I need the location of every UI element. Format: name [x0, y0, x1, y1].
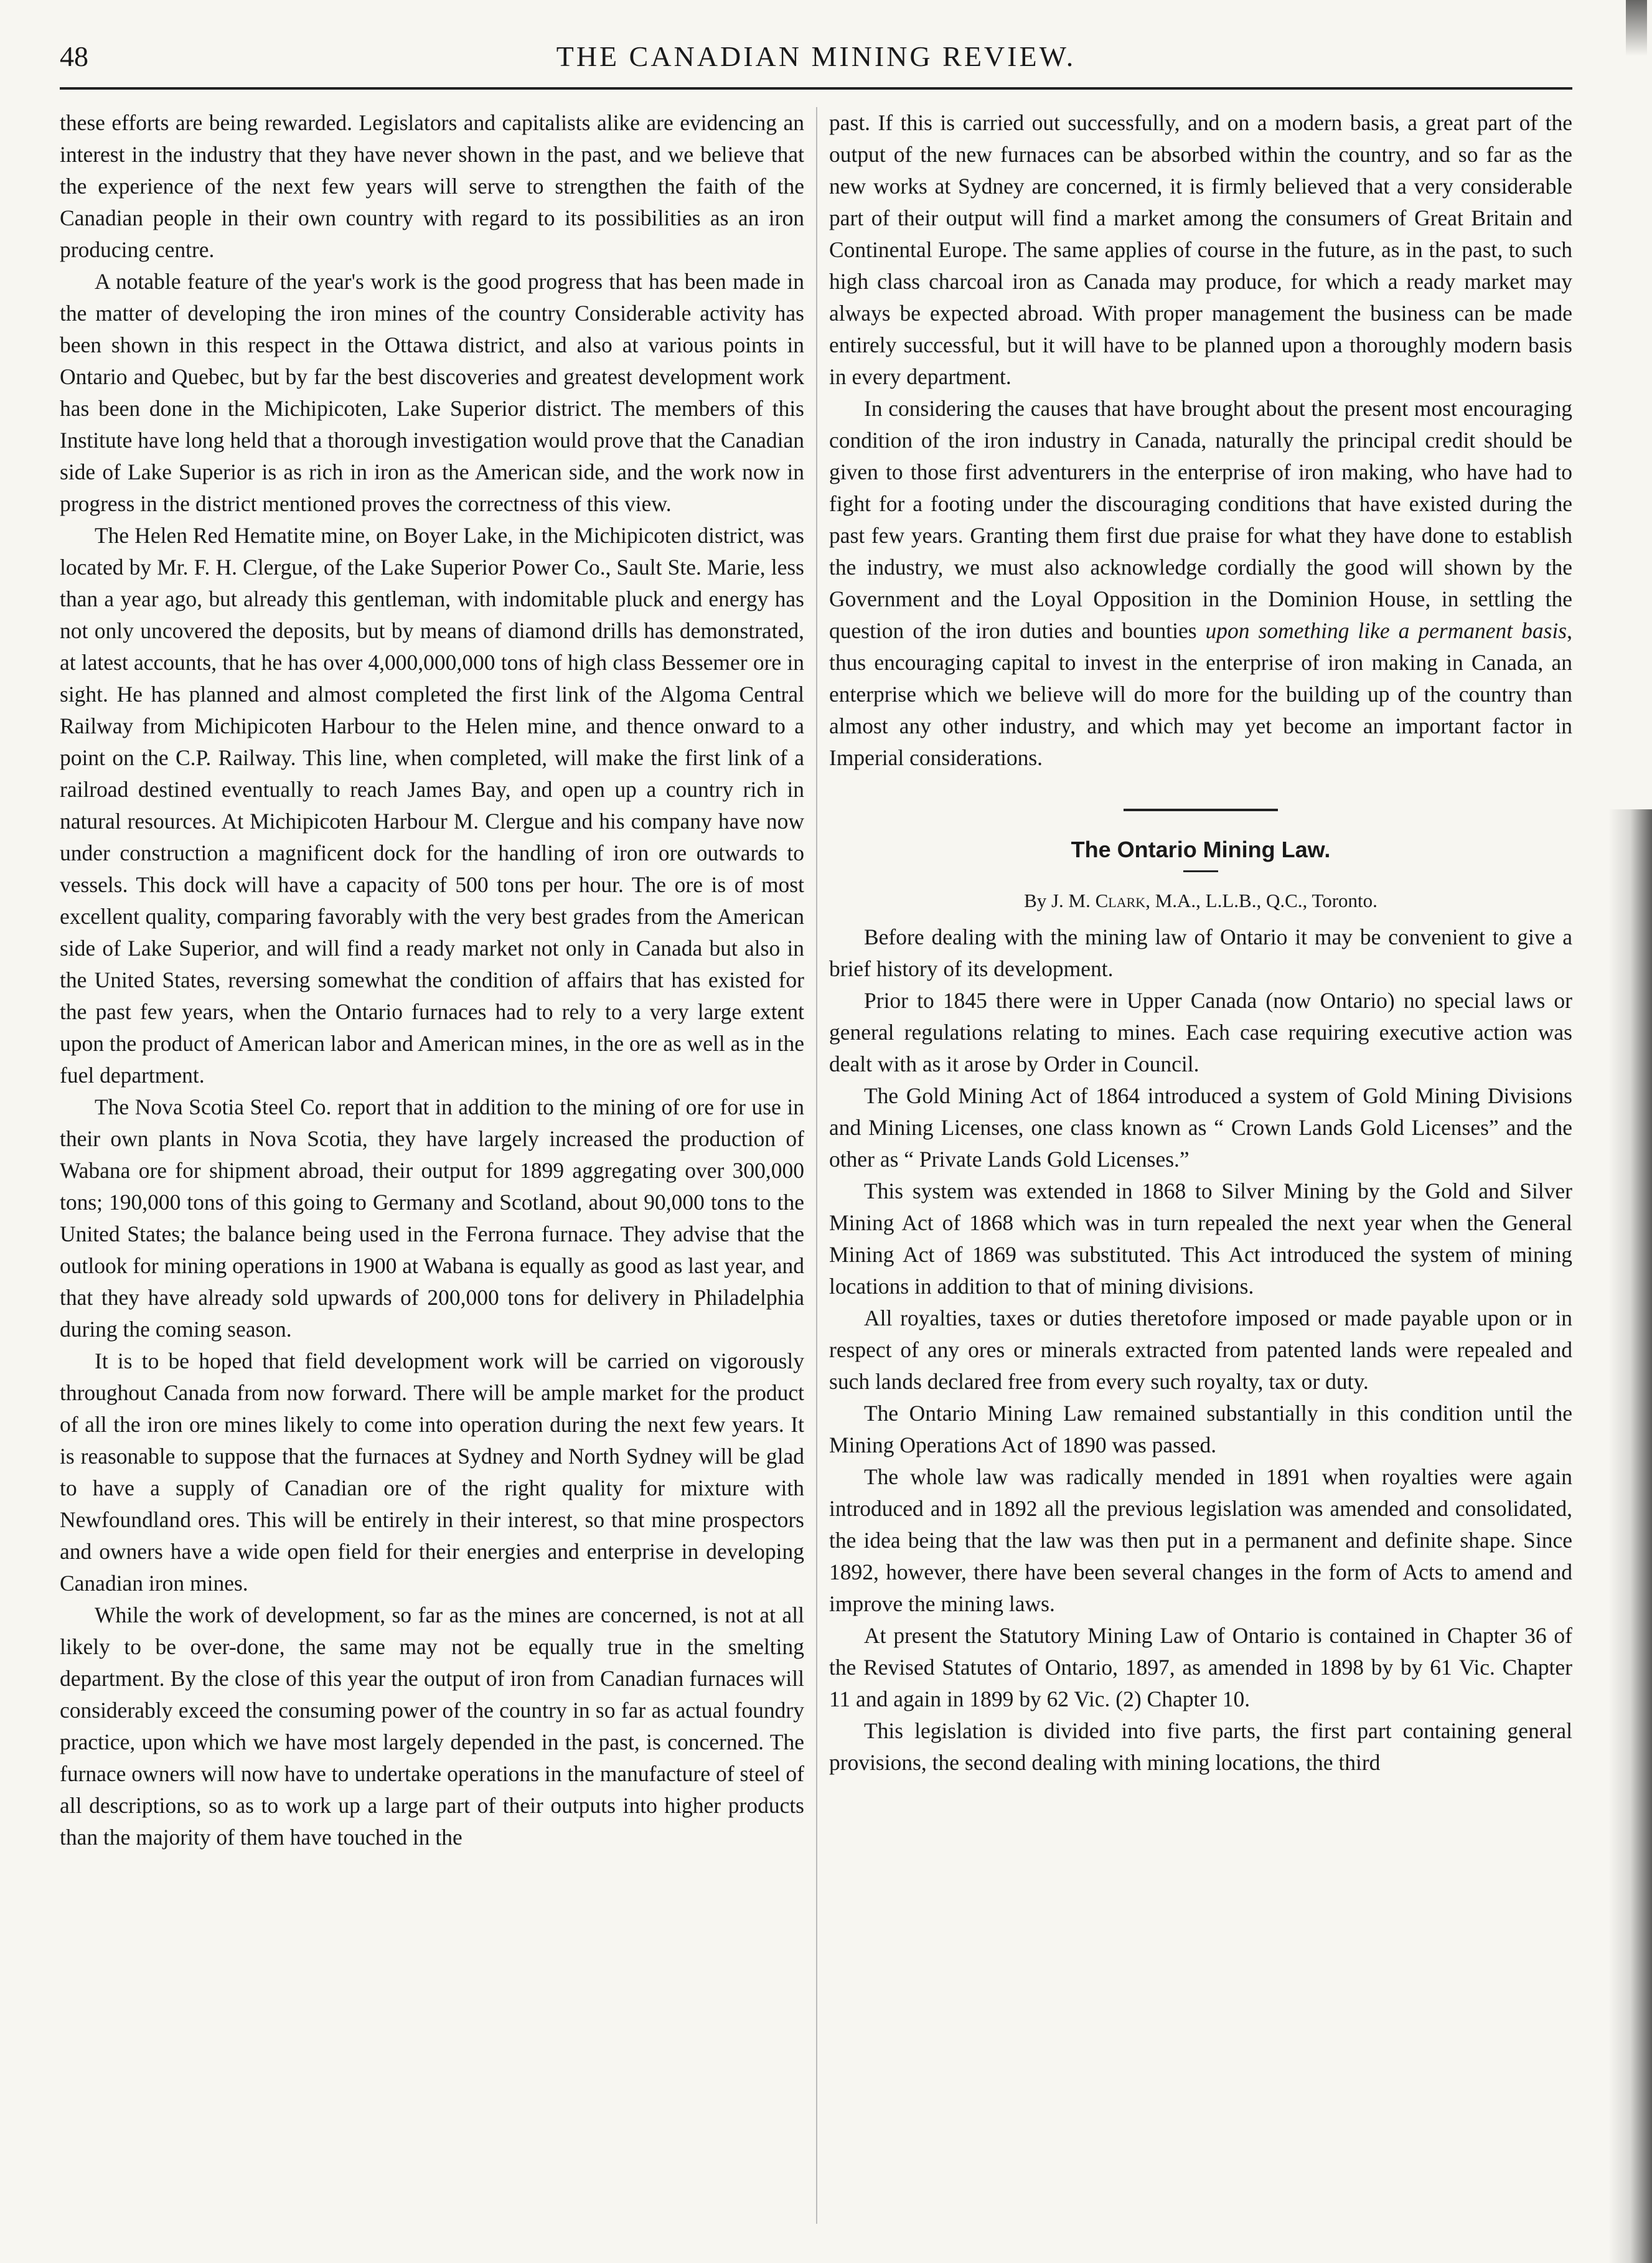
- paragraph: Before dealing with the mining law of Ontario it may be convenient to give a brief history of its development.: [829, 924, 1572, 981]
- emphasis-text: upon something like a permanent basis: [1205, 618, 1567, 643]
- paragraph-text: , thus encouraging capital to invest in the enterprise of iron making in Canada, an enterprise which we believe will do more for the building up of the country than almost any other industry, and which may yet become an important factor in Imperial considerations.: [829, 618, 1572, 770]
- paragraph: these efforts are being rewarded. Legislators and capitalists alike are evidencing an interest in the industry that they have never shown in the past, and we believe that the experience of the next few years will serve to strengthen the faith of the Canadian people in their own country with regard to its possibilities as an iron producing centre.: [60, 110, 804, 262]
- paragraph: This legislation is divided into five parts, the first part containing general provisions, the second dealing with mining locations, the third: [829, 1718, 1572, 1775]
- scan-edge-shadow: [1608, 809, 1652, 2263]
- paragraph: All royalties, taxes or duties theretofore imposed or made payable upon or in respect of any ores or minerals extracted from patented lands were repealed and such lands declared free from every such royalty, tax or duty.: [829, 1306, 1572, 1394]
- page-header: [60, 40, 1572, 77]
- paragraph: The whole law was radically mended in 1891 when royalties were again introduced and in 1892 all the previous legislation was amended and consolidated, the idea being that the law was then put in a permanent and definite shape. Since 1892, however, there have been several changes in the form of Acts to amend and improve the mining laws.: [829, 1464, 1572, 1616]
- paragraph: [829, 393, 1572, 774]
- scan-edge-mark: [1626, 0, 1647, 56]
- paragraph: At present the Statutory Mining Law of Ontario is contained in Chapter 36 of the Revised Statutes of Ontario, 1897, as amended in 1898 by by 61 Vic. Chapter 11 and again in 1899 by 62 Vic. (2) Chapter 10.: [829, 1623, 1572, 1711]
- header-rule: [60, 87, 1572, 90]
- left-column: [60, 107, 804, 1853]
- paragraph: While the work of development, so far as the mines are concerned, is not at all likely to be over-done, the same may not be equally true in the smelting department. By the close of this year the output of iron from Canadian furnaces will considerably exceed the consuming power of the country in so far as actual foundry practice, upon which we have most largely depended in the past, is concerned. The furnace owners will now have to undertake operations in the manufacture of steel of all descriptions, so as to work up a large part of their outputs into higher products than the majority of them have touched in the: [60, 1602, 804, 1850]
- right-column: [829, 107, 1572, 1779]
- section-divider: [1124, 809, 1278, 811]
- byline-author: Clark: [1095, 890, 1146, 911]
- paragraph: The Helen Red Hematite mine, on Boyer Lake, in the Michipicoten district, was located by Mr. F. H. Clergue, of the Lake Superior Power Co., Sault Ste. Marie, less than a year ago, but already this gentleman, with indomitable pluck and energy has not only uncovered the deposits, but by means of diamond drills has demonstrated, at latest accounts, that he has over 4,000,000,000 tons of high class Bessemer ore in sight. He has planned and almost completed the first link of the Algoma Central Railway from Michipicoten Harbour to the Helen mine, and thence onward to a point on the C.P. Railway. This line, when completed, will make the first link of a railroad destined eventually to reach James Bay, and open up a country rich in natural resources. At Michipicoten Harbour M. Clergue and his company have now under construction a magnificent dock for the handling of iron ore outwards to vessels. This dock will have a capacity of 500 tons per hour. The ore is of most excellent quality, comparing favorably with the very best grades from the American side of Lake Superior, and will find a ready market not only in Canada but also in the United States, reversing somewhat the condition of affairs that has existed for the past few years, when the Ontario furnaces had to rely to a very large extent upon the product of American labor and American mines, in the ore as well as in the fuel department.: [60, 523, 804, 1088]
- journal-title: THE CANADIAN MINING REVIEW.: [556, 40, 1076, 72]
- column-divider: [816, 107, 817, 2224]
- paragraph: The Gold Mining Act of 1864 introduced a system of Gold Mining Divisions and Mining Licenses, one class known as “ Crown Lands Gold Licenses” and the other as “ Private Lands Gold Licenses.”: [829, 1083, 1572, 1172]
- byline-credentials: , M.A., L.L.B., Q.C., Toronto.: [1145, 890, 1377, 911]
- page-number: 48: [60, 40, 88, 72]
- paragraph: Prior to 1845 there were in Upper Canada (now Ontario) no special laws or general regulations relating to mines. Each case requiring executive action was dealt with as it arose by Order in Council.: [829, 988, 1572, 1076]
- article-byline: [829, 885, 1572, 916]
- paragraph: The Nova Scotia Steel Co. report that in addition to the mining of ore for use in their own plants in Nova Scotia, they have largely increased the production of Wabana ore for shipment abroad, their output for 1899 aggregating over 300,000 tons; 190,000 tons of this going to Germany and Scotland, about 90,000 tons to the United States; the balance being used in the Ferrona furnace. They advise that the outlook for mining operations in 1900 at Wabana is equally as good as last year, and that they have already sold upwards of 200,000 tons for delivery in Philadelphia during the coming season.: [60, 1094, 804, 1342]
- paragraph: A notable feature of the year's work is the good progress that has been made in the matter of developing the iron mines of the country Considerable activity has been shown in this respect in the Ottawa district, and also at various points in Ontario and Quebec, but by far the best discoveries and greatest development work has been done in the Michipicoten, Lake Superior district. The members of this Institute have long held that a thorough investigation would prove that the Canadian side of Lake Superior is as rich in iron as the American side, and the work now in progress in the district mentioned proves the correctness of this view.: [60, 269, 804, 516]
- paragraph: past. If this is carried out successfully, and on a modern basis, a great part of the output of the new furnaces can be absorbed within the country, and so far as the new works at Sydney are concerned, it is firmly believed that a very considerable part of their output will find a market among the consumers of Great Britain and Continental Europe. The same applies of course in the future, as in the past, to such high class charcoal iron as Canada may produce, for which a ready market may always be expected abroad. With proper management the business can be made entirely successful, but it will have to be planned upon a thoroughly modern basis in every department.: [829, 110, 1572, 389]
- title-underline: [1183, 870, 1218, 872]
- byline-prefix: By J. M.: [1024, 890, 1096, 911]
- article-title: The Ontario Mining Law.: [1071, 837, 1331, 862]
- paragraph: It is to be hoped that field development work will be carried on vigorously throughout Canada from now forward. There will be ample market for the product of all the iron ore mines likely to come into operation during the next few years. It is reasonable to suppose that the furnaces at Sydney and North Sydney will be glad to have a supply of Canadian ore of the right quality for mixture with Newfoundland ores. This will be entirely in their interest, so that mine prospectors and owners have a wide open field for their energies and enterprise in developing Canadian iron mines.: [60, 1348, 804, 1596]
- paragraph: This system was extended in 1868 to Silver Mining by the Gold and Silver Mining Act of 1868 which was in turn repealed the next year when the General Mining Act of 1869 was substituted. This Act introduced the system of mining locations in addition to that of mining divisions.: [829, 1179, 1572, 1299]
- paragraph-text: In considering the causes that have brought about the present most encouraging condition of the iron industry in Canada, naturally the principal credit should be given to those first adventurers in the enterprise of iron making, who have had to fight for a footing under the discouraging conditions that have existed during the past few years. Granting them first due praise for what they have done to establish the industry, we must also acknowledge cordially the good will shown by the Government and the Loyal Opposition in the Dominion House, in settling the question of the iron duties and bounties: [829, 396, 1572, 643]
- paragraph: The Ontario Mining Law remained substantially in this condition until the Mining Operations Act of 1890 was passed.: [829, 1401, 1572, 1457]
